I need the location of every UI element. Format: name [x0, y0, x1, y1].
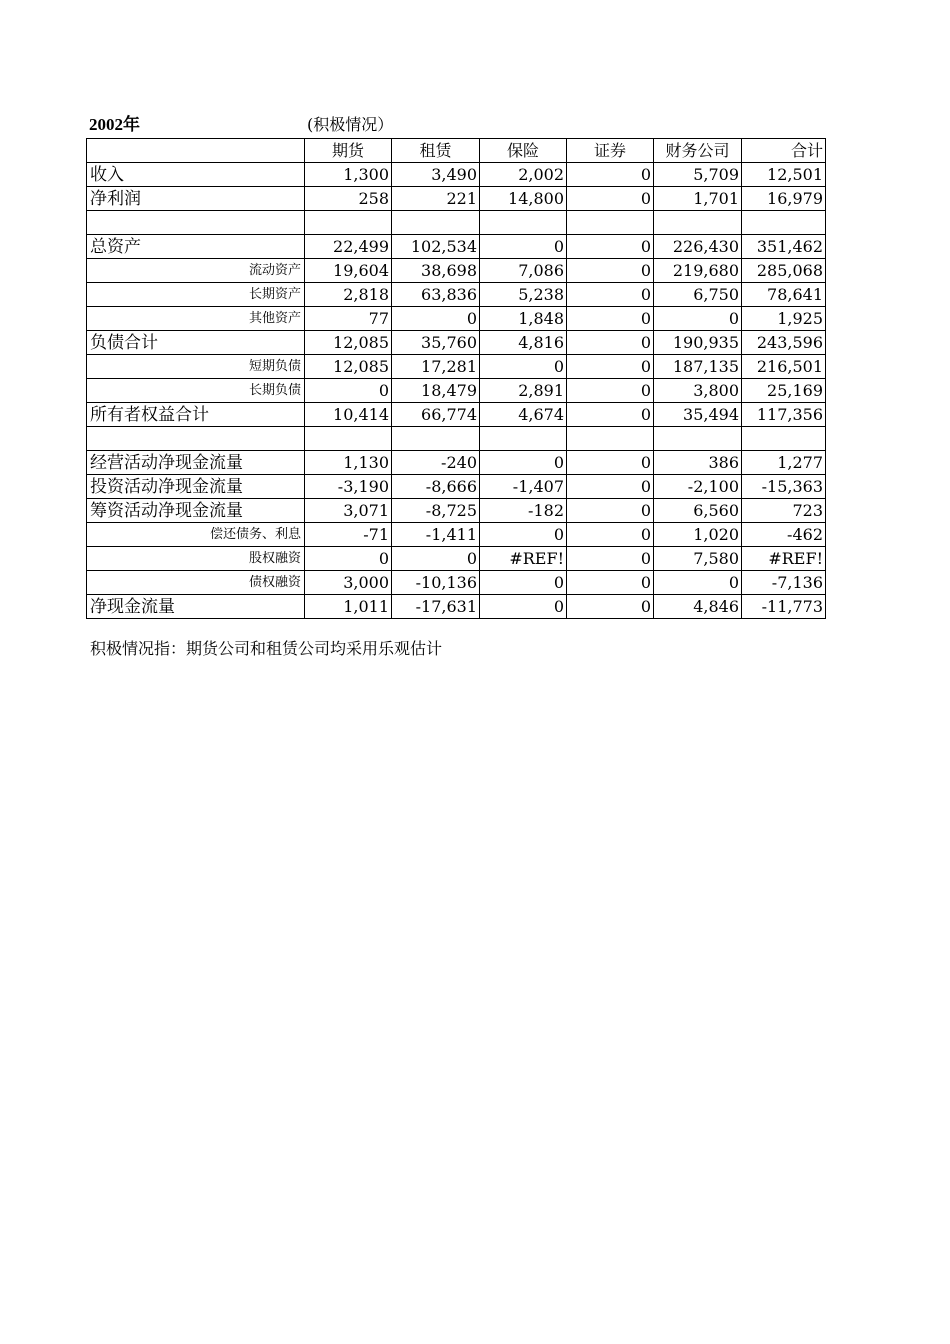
- value-cell: 0: [567, 235, 654, 259]
- value-cell: 0: [654, 571, 742, 595]
- value-cell: 0: [392, 307, 480, 331]
- value-cell: 351,462: [742, 235, 826, 259]
- value-cell: 723: [742, 499, 826, 523]
- value-cell: 216,501: [742, 355, 826, 379]
- value-cell: 7,086: [480, 259, 567, 283]
- value-cell: 0: [567, 403, 654, 427]
- row-label: [87, 427, 305, 451]
- table-row: [87, 331, 826, 355]
- value-cell: 285,068: [742, 259, 826, 283]
- value-cell: -8,666: [392, 475, 480, 499]
- footnote: 积极情况指：期货公司和租赁公司均采用乐观估计: [90, 639, 443, 658]
- value-cell: [654, 211, 742, 235]
- value-cell: 0: [480, 595, 567, 619]
- row-label: 净利润: [87, 187, 305, 211]
- value-cell: 221: [392, 187, 480, 211]
- value-cell: 17,281: [392, 355, 480, 379]
- value-cell: 10,414: [305, 403, 392, 427]
- value-cell: 3,000: [305, 571, 392, 595]
- value-cell: #REF!: [742, 547, 826, 571]
- row-label: 筹资活动净现金流量: [87, 499, 305, 523]
- value-cell: 0: [567, 187, 654, 211]
- table-row: [87, 355, 826, 379]
- row-label: 经营活动净现金流量: [87, 451, 305, 475]
- value-cell: 0: [480, 571, 567, 595]
- value-cell: 12,085: [305, 355, 392, 379]
- value-cell: [480, 427, 567, 451]
- value-cell: 1,020: [654, 523, 742, 547]
- table-row: [87, 379, 826, 403]
- value-cell: 38,698: [392, 259, 480, 283]
- value-cell: 0: [567, 379, 654, 403]
- header-corner-cell: [87, 139, 305, 163]
- row-label: 股权融资: [87, 547, 305, 571]
- value-cell: 66,774: [392, 403, 480, 427]
- value-cell: 102,534: [392, 235, 480, 259]
- value-cell: 25,169: [742, 379, 826, 403]
- scenario-subtitle: (积极情况）: [307, 115, 394, 134]
- value-cell: 6,750: [654, 283, 742, 307]
- value-cell: -3,190: [305, 475, 392, 499]
- value-cell: 3,071: [305, 499, 392, 523]
- table-row: [87, 427, 826, 451]
- row-label: 其他资产: [87, 307, 305, 331]
- value-cell: -7,136: [742, 571, 826, 595]
- row-label: 投资活动净现金流量: [87, 475, 305, 499]
- value-cell: -71: [305, 523, 392, 547]
- value-cell: [742, 211, 826, 235]
- table-row: [87, 259, 826, 283]
- value-cell: -15,363: [742, 475, 826, 499]
- value-cell: -17,631: [392, 595, 480, 619]
- row-label: [87, 211, 305, 235]
- value-cell: 0: [567, 259, 654, 283]
- value-cell: 2,891: [480, 379, 567, 403]
- value-cell: 0: [567, 571, 654, 595]
- column-header: 租赁: [392, 139, 480, 163]
- value-cell: 2,818: [305, 283, 392, 307]
- table-row: [87, 571, 826, 595]
- value-cell: [567, 211, 654, 235]
- value-cell: 0: [567, 547, 654, 571]
- value-cell: 117,356: [742, 403, 826, 427]
- value-cell: -1,407: [480, 475, 567, 499]
- value-cell: 226,430: [654, 235, 742, 259]
- value-cell: 5,709: [654, 163, 742, 187]
- table-row: [87, 547, 826, 571]
- value-cell: 0: [480, 451, 567, 475]
- row-label: 债权融资: [87, 571, 305, 595]
- value-cell: 35,494: [654, 403, 742, 427]
- value-cell: 1,130: [305, 451, 392, 475]
- value-cell: [567, 427, 654, 451]
- value-cell: [654, 427, 742, 451]
- row-label: 收入: [87, 163, 305, 187]
- value-cell: [392, 211, 480, 235]
- value-cell: 1,300: [305, 163, 392, 187]
- column-header: 合计: [742, 139, 826, 163]
- value-cell: 0: [567, 307, 654, 331]
- value-cell: 5,238: [480, 283, 567, 307]
- value-cell: 63,836: [392, 283, 480, 307]
- value-cell: 0: [480, 355, 567, 379]
- table-row: [87, 499, 826, 523]
- value-cell: 35,760: [392, 331, 480, 355]
- value-cell: 0: [567, 451, 654, 475]
- value-cell: 0: [567, 283, 654, 307]
- value-cell: -2,100: [654, 475, 742, 499]
- value-cell: 3,800: [654, 379, 742, 403]
- value-cell: 12,085: [305, 331, 392, 355]
- value-cell: 14,800: [480, 187, 567, 211]
- table-row: [87, 475, 826, 499]
- table-row: [87, 283, 826, 307]
- table-row: [87, 163, 826, 187]
- value-cell: 1,011: [305, 595, 392, 619]
- table-header-row: [87, 139, 826, 163]
- row-label: 短期负债: [87, 355, 305, 379]
- table-row: [87, 403, 826, 427]
- value-cell: 0: [567, 595, 654, 619]
- value-cell: 0: [567, 355, 654, 379]
- column-header: 财务公司: [654, 139, 742, 163]
- value-cell: 243,596: [742, 331, 826, 355]
- value-cell: 1,701: [654, 187, 742, 211]
- value-cell: 12,501: [742, 163, 826, 187]
- row-label: 总资产: [87, 235, 305, 259]
- value-cell: #REF!: [480, 547, 567, 571]
- value-cell: 0: [567, 499, 654, 523]
- value-cell: -240: [392, 451, 480, 475]
- column-header: 保险: [480, 139, 567, 163]
- value-cell: -10,136: [392, 571, 480, 595]
- value-cell: 3,490: [392, 163, 480, 187]
- value-cell: 78,641: [742, 283, 826, 307]
- table-row: [87, 211, 826, 235]
- value-cell: 190,935: [654, 331, 742, 355]
- value-cell: [305, 211, 392, 235]
- value-cell: 2,002: [480, 163, 567, 187]
- column-header: 证券: [567, 139, 654, 163]
- value-cell: -11,773: [742, 595, 826, 619]
- value-cell: 0: [480, 235, 567, 259]
- value-cell: [305, 427, 392, 451]
- table-row: [87, 307, 826, 331]
- value-cell: 6,560: [654, 499, 742, 523]
- value-cell: 7,580: [654, 547, 742, 571]
- table-row: [87, 523, 826, 547]
- value-cell: 16,979: [742, 187, 826, 211]
- table-row: [87, 235, 826, 259]
- value-cell: 0: [305, 547, 392, 571]
- value-cell: 0: [567, 475, 654, 499]
- row-label: 净现金流量: [87, 595, 305, 619]
- value-cell: 187,135: [654, 355, 742, 379]
- value-cell: 18,479: [392, 379, 480, 403]
- table-row: [87, 187, 826, 211]
- row-label: 偿还债务、利息: [87, 523, 305, 547]
- value-cell: 4,816: [480, 331, 567, 355]
- row-label: 长期资产: [87, 283, 305, 307]
- value-cell: 258: [305, 187, 392, 211]
- value-cell: 22,499: [305, 235, 392, 259]
- value-cell: [480, 211, 567, 235]
- value-cell: -182: [480, 499, 567, 523]
- year-heading: 2002年: [89, 115, 140, 134]
- row-label: 长期负债: [87, 379, 305, 403]
- value-cell: -8,725: [392, 499, 480, 523]
- value-cell: 1,277: [742, 451, 826, 475]
- value-cell: 0: [567, 331, 654, 355]
- value-cell: 1,925: [742, 307, 826, 331]
- value-cell: [742, 427, 826, 451]
- value-cell: 219,680: [654, 259, 742, 283]
- financial-summary-table: [86, 138, 826, 619]
- value-cell: 77: [305, 307, 392, 331]
- value-cell: 0: [567, 523, 654, 547]
- value-cell: 0: [480, 523, 567, 547]
- value-cell: [392, 427, 480, 451]
- value-cell: 0: [654, 307, 742, 331]
- value-cell: -1,411: [392, 523, 480, 547]
- value-cell: 386: [654, 451, 742, 475]
- value-cell: 4,674: [480, 403, 567, 427]
- value-cell: 1,848: [480, 307, 567, 331]
- value-cell: 0: [567, 163, 654, 187]
- value-cell: 0: [392, 547, 480, 571]
- row-label: 负债合计: [87, 331, 305, 355]
- table-row: [87, 595, 826, 619]
- row-label: 所有者权益合计: [87, 403, 305, 427]
- value-cell: 4,846: [654, 595, 742, 619]
- value-cell: 19,604: [305, 259, 392, 283]
- row-label: 流动资产: [87, 259, 305, 283]
- table-row: [87, 451, 826, 475]
- value-cell: -462: [742, 523, 826, 547]
- value-cell: 0: [305, 379, 392, 403]
- column-header: 期货: [305, 139, 392, 163]
